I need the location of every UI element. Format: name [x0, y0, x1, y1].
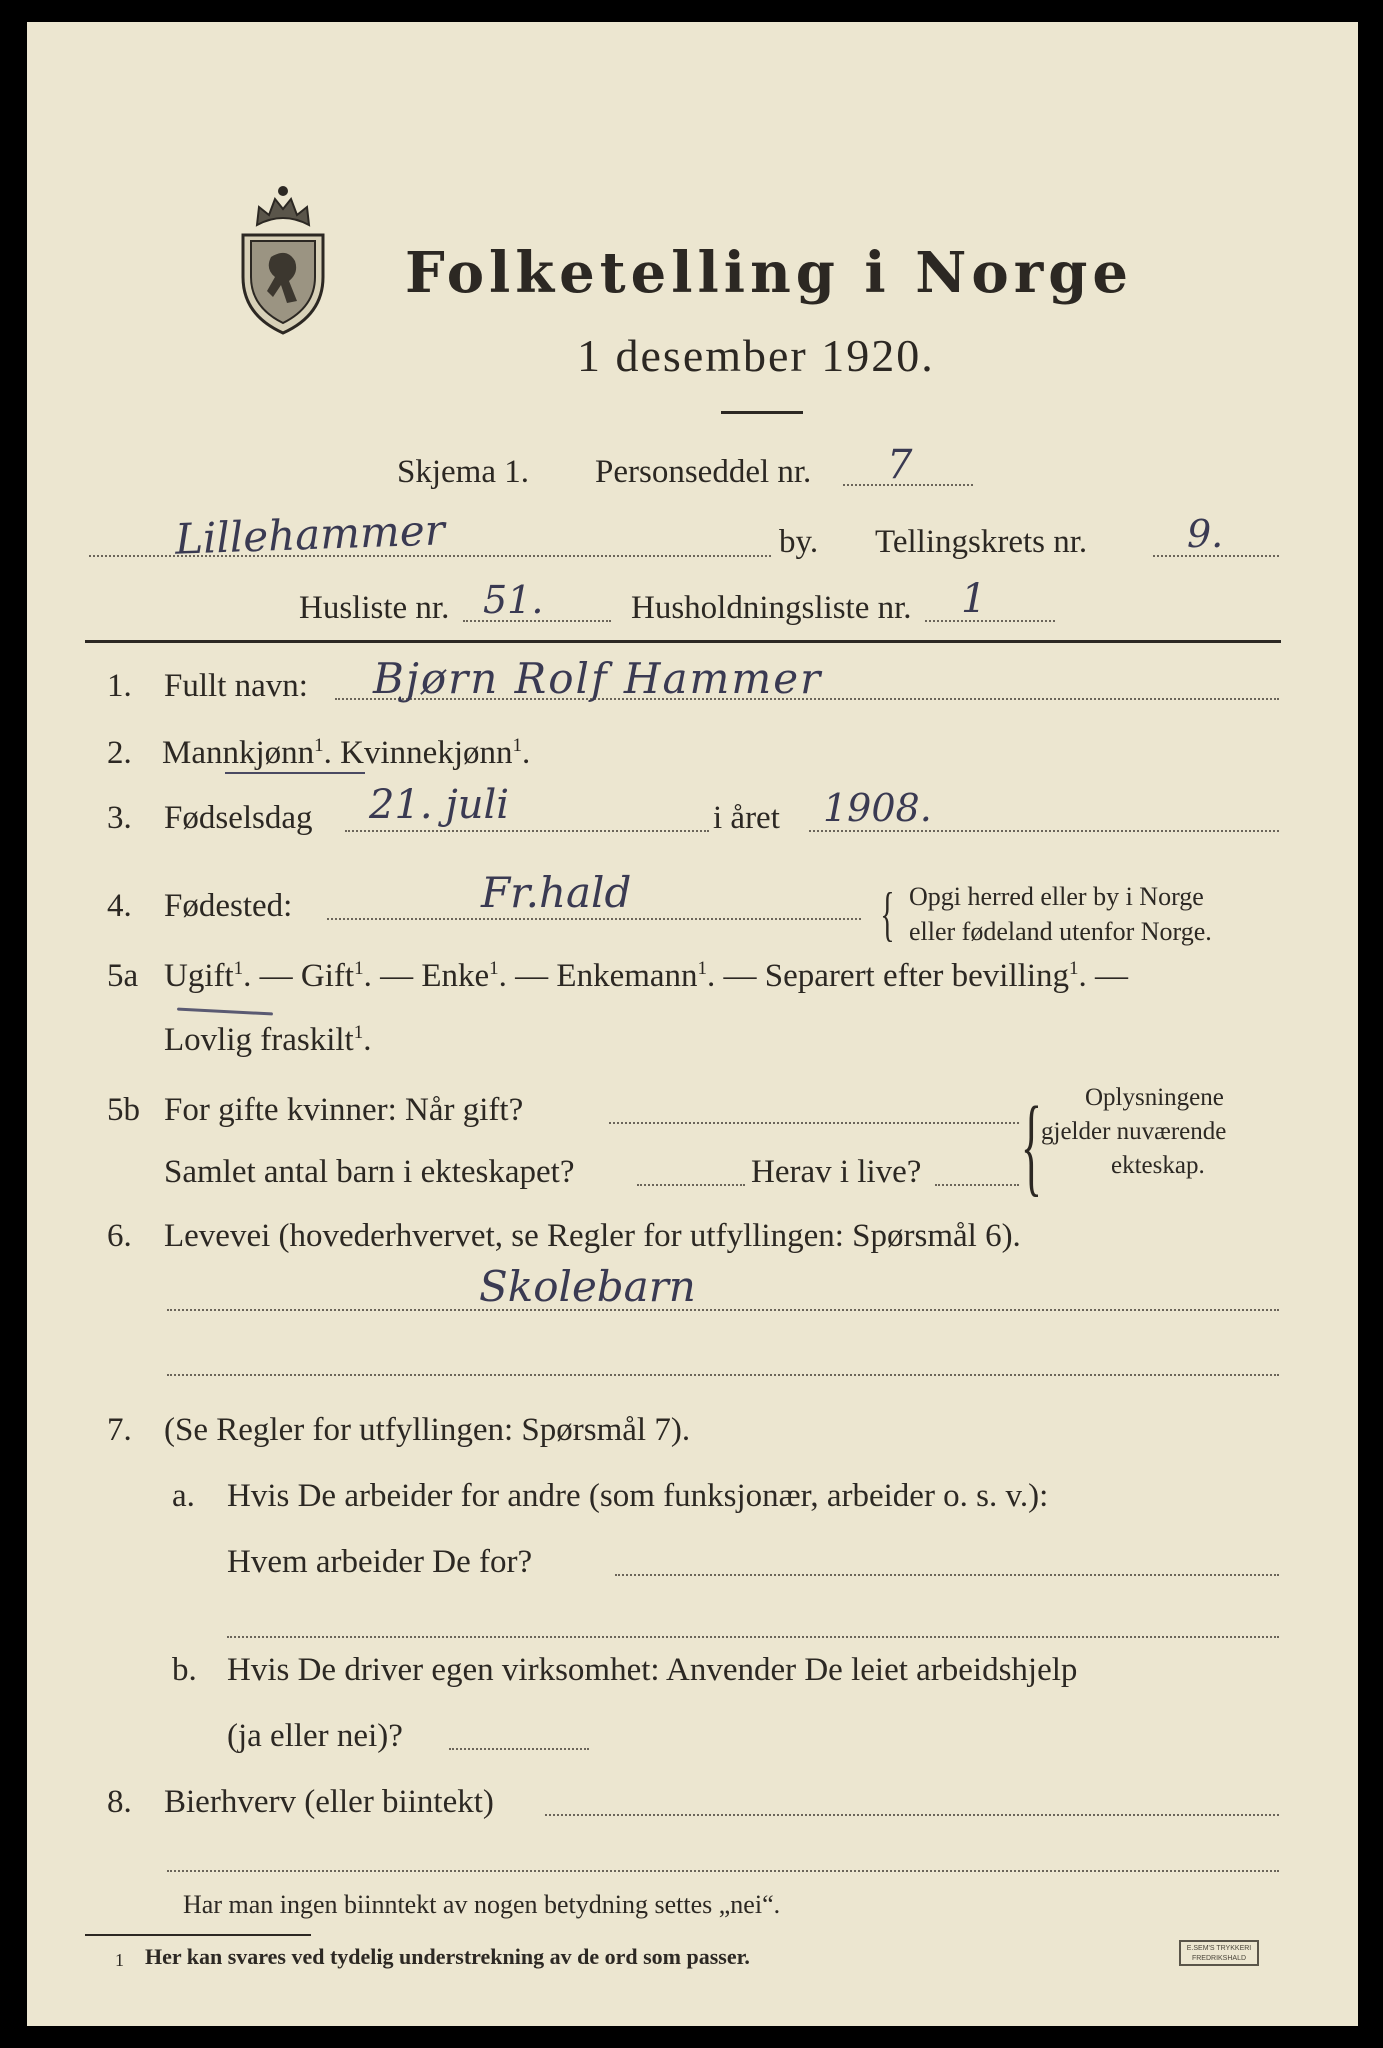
- by-label: by.: [779, 524, 819, 560]
- employer-field-1[interactable]: [615, 1574, 1279, 1576]
- q8-note: Har man ingen biinntekt av nogen betydning settes „nei“.: [183, 1890, 781, 1919]
- option-kvinnekjonn[interactable]: Kvinnekjønn: [340, 735, 513, 771]
- footnote-mark: 1: [115, 1950, 124, 1970]
- children-alive-field[interactable]: [935, 1184, 1019, 1186]
- skjema-label: Skjema 1.: [397, 454, 529, 490]
- q6-label: Levevei (hovederhvervet, se Regler for utfyllingen: Spørsmål 6).: [164, 1218, 1021, 1254]
- option-enke[interactable]: Enke: [421, 958, 490, 994]
- occupation-field-2[interactable]: [167, 1374, 1279, 1376]
- employer-field-2[interactable]: [227, 1636, 1279, 1638]
- q7b-text: Hvis De driver egen virksomhet: Anvender De leiet arbeidshjelp: [227, 1652, 1078, 1688]
- q3-number: 3.: [107, 800, 132, 836]
- q7b-text-2: (ja eller nei)?: [227, 1718, 403, 1754]
- ugift-underline: [177, 1007, 273, 1015]
- gender-options: Mannkjønn$^1$. Kvinnekjønn$^1$.: [162, 735, 531, 771]
- husholdning-label: Husholdningsliste nr.: [631, 590, 912, 626]
- q4-number: 4.: [107, 888, 132, 924]
- q5b-note-2: gjelder nuværende: [1041, 1118, 1227, 1145]
- hired-help-field[interactable]: [449, 1748, 589, 1750]
- q5b-note-3: ekteskap.: [1111, 1152, 1205, 1179]
- q5b-label-1: For gifte kvinner: Når gift?: [164, 1092, 524, 1128]
- q6-number: 6.: [107, 1218, 132, 1254]
- q3-label: Fødselsdag: [164, 800, 313, 836]
- option-mannkjonn[interactable]: Mannkjønn: [162, 735, 315, 771]
- q7-label: (Se Regler for utfyllingen: Spørsmål 7).: [164, 1412, 691, 1448]
- side-income-field-2[interactable]: [167, 1870, 1279, 1872]
- husholdning-field[interactable]: [925, 620, 1055, 622]
- q1-label: Fullt navn:: [164, 668, 308, 704]
- husliste-label: Husliste nr.: [299, 590, 450, 626]
- q4-label: Fødested:: [164, 888, 293, 924]
- q7a-letter: a.: [172, 1478, 195, 1514]
- husliste-value: 51.: [483, 578, 544, 622]
- printer-stamp-line-1: E.SEM'S TRYKKERI: [1186, 1945, 1252, 1952]
- option-enkemann[interactable]: Enkemann: [556, 958, 698, 994]
- birthday-field[interactable]: [345, 830, 709, 832]
- q7a-text-2: Hvem arbeider De for?: [227, 1544, 533, 1580]
- q5b-number: 5b: [107, 1092, 140, 1128]
- marital-status-options: Ugift$^1$. — Gift$^1$. — Enke$^1$. — Enkemann$^1$. — Separert efter bevilling$^1$. —: [164, 958, 1128, 994]
- option-gift[interactable]: Gift: [300, 958, 355, 994]
- q8-number: 8.: [107, 1784, 132, 1820]
- side-income-field-1[interactable]: [545, 1814, 1279, 1816]
- birthplace-brace: {: [880, 881, 895, 947]
- title-divider: [721, 411, 803, 414]
- option-separert[interactable]: Separert efter bevilling: [764, 958, 1069, 994]
- birthplace-note-2: eller fødeland utenfor Norge.: [909, 917, 1212, 946]
- city-value: Lillehammer: [174, 505, 446, 564]
- q5b-note-1: Oplysningene: [1085, 1084, 1224, 1111]
- q7-number: 7.: [107, 1412, 132, 1448]
- birth-year-value: 1908.: [823, 786, 932, 830]
- q1-number: 1.: [107, 668, 132, 704]
- section-divider: [85, 640, 1281, 643]
- married-when-field[interactable]: [609, 1122, 1019, 1124]
- full-name-value: Bjørn Rolf Hammer: [373, 654, 823, 703]
- footnote-divider: [85, 1934, 311, 1936]
- form-title: Folketelling i Norge: [405, 240, 1134, 306]
- birth-year-field[interactable]: [809, 830, 1279, 832]
- birthplace-value: Fr.hald: [481, 868, 632, 917]
- tellingskrets-value: 9.: [1187, 512, 1224, 556]
- birthday-value: 21. juli: [369, 782, 510, 828]
- personseddel-value: 7: [887, 442, 913, 488]
- mannkjonn-underline: [225, 772, 365, 774]
- q5a-number: 5a: [107, 958, 139, 994]
- q7b-letter: b.: [172, 1652, 197, 1688]
- occupation-field-1[interactable]: [167, 1309, 1279, 1311]
- q5b-label-3: Herav i live?: [751, 1154, 922, 1190]
- option-lovlig-fraskilt: Lovlig fraskilt$^1$.: [164, 1022, 372, 1058]
- footnote-text: Her kan svares ved tydelig understrekning av de ord som passer.: [145, 1944, 750, 1969]
- birthplace-note-1: Opgi herred eller by i Norge: [909, 882, 1204, 911]
- q5b-brace: {: [1020, 1084, 1042, 1206]
- printer-stamp-line-2: FREDRIKSHALD: [1191, 1955, 1247, 1962]
- census-date: 1 desember 1920.: [577, 330, 935, 381]
- year-label: i året: [713, 800, 780, 836]
- q8-label: Bierhverv (eller biintekt): [164, 1784, 494, 1820]
- printer-stamp: [1179, 1940, 1259, 1966]
- personseddel-label: Personseddel nr.: [595, 454, 812, 490]
- q7a-text: Hvis De arbeider for andre (som funksjonær, arbeider o. s. v.):: [227, 1478, 1049, 1514]
- option-ugift[interactable]: Ugift: [164, 958, 234, 994]
- q2-number: 2.: [107, 735, 132, 771]
- birthplace-field[interactable]: [327, 918, 861, 920]
- occupation-value: Skolebarn: [479, 1262, 696, 1311]
- census-form-page: [27, 22, 1358, 2026]
- tellingskrets-label: Tellingskrets nr.: [875, 524, 1088, 560]
- norwegian-coat-of-arms-icon: [237, 177, 329, 335]
- husholdning-value: 1: [961, 576, 987, 622]
- q5b-label-2: Samlet antal barn i ekteskapet?: [164, 1154, 575, 1190]
- children-count-field[interactable]: [637, 1184, 745, 1186]
